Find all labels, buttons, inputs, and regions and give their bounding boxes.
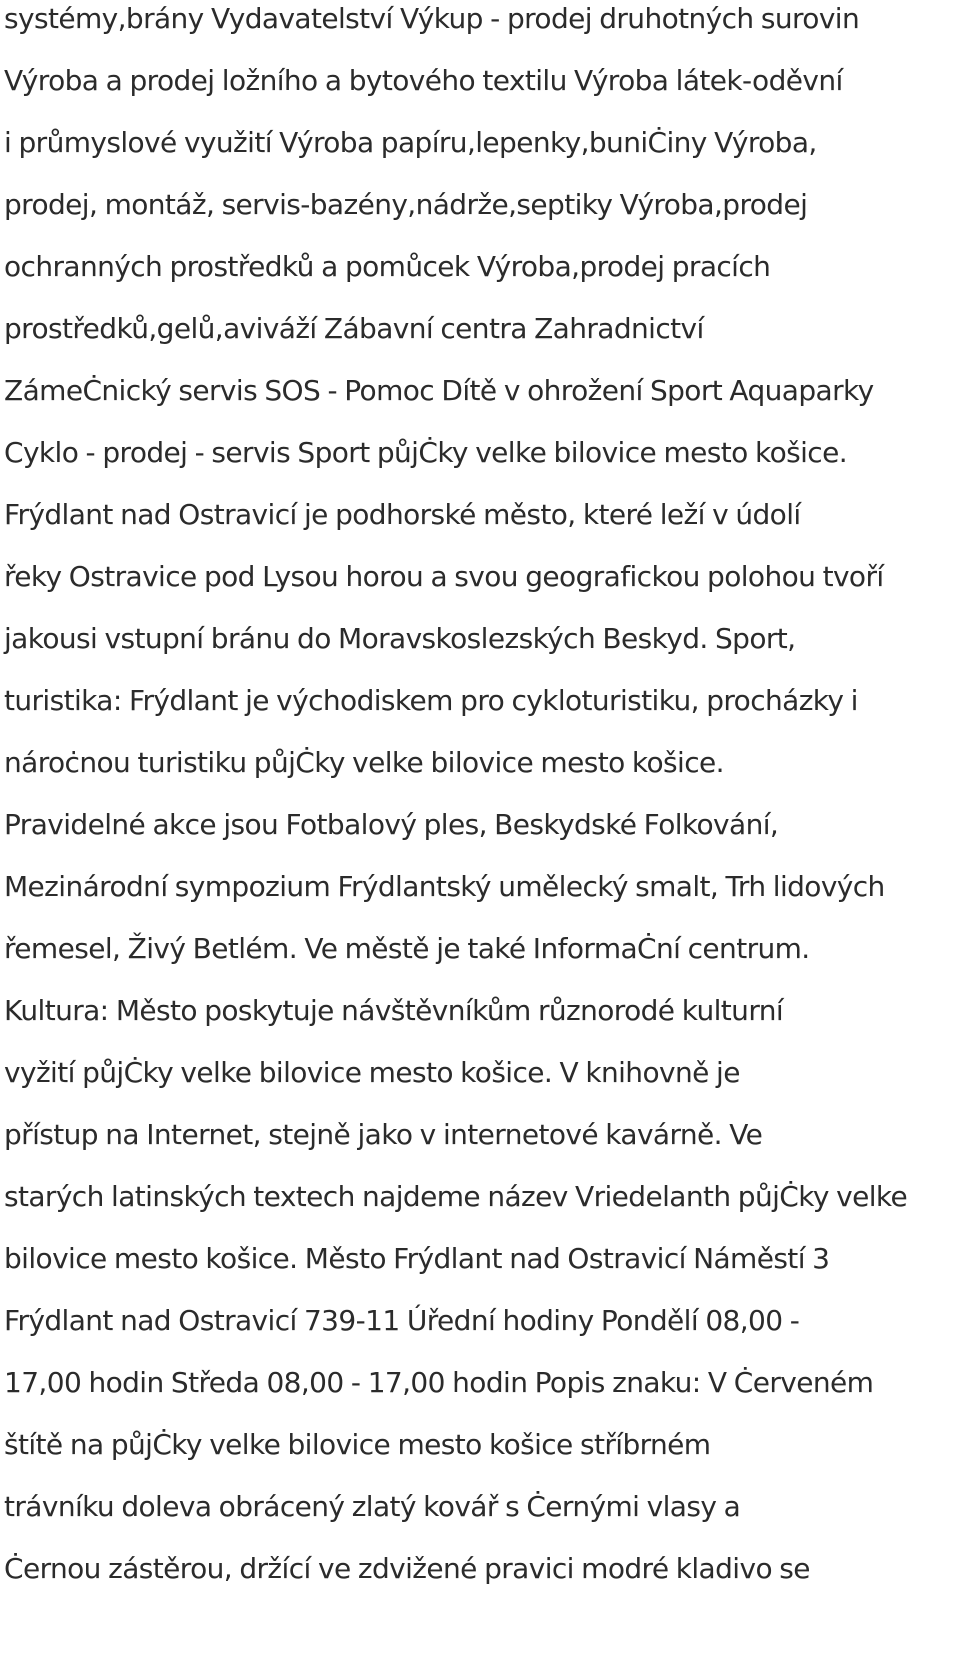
text-line: prodej, montáž, servis-bazény,nádrže,septiky Výroba,prodej xyxy=(4,188,808,221)
text-line: vyžití půjĊky velke bilovice mesto košice. V knihovně je xyxy=(4,1056,740,1089)
text-line: prostředků,gelů,aviváží Zábavní centra Zahradnictví xyxy=(4,312,704,345)
text-line: ochranných prostředků a pomůcek Výroba,prodej pracích xyxy=(4,250,771,283)
text-line: přístup na Internet, stejně jako v internetové kavárně. Ve xyxy=(4,1118,763,1151)
text-line: bilovice mesto košice. Město Frýdlant nad Ostravicí Náměstí 3 xyxy=(4,1242,830,1275)
text-line: řeky Ostravice pod Lysou horou a svou geografickou polohou tvoří xyxy=(4,560,884,593)
text-line: Cyklo - prodej - servis Sport půjĊky velke bilovice mesto košice. xyxy=(4,436,847,469)
text-line: ZámeĊnický servis SOS - Pomoc Dítě v ohrožení Sport Aquaparky xyxy=(4,374,874,407)
text-line: Výroba a prodej ložního a bytového textilu Výroba látek-oděvní xyxy=(4,64,843,97)
text-line: Mezinárodní sympozium Frýdlantský umělecký smalt, Trh lidových xyxy=(4,870,885,903)
text-line: Pravidelné akce jsou Fotbalový ples, Beskydské Folkování, xyxy=(4,808,779,841)
text-line: štítě na půjĊky velke bilovice mesto košice stříbrném xyxy=(4,1428,711,1461)
text-line: i průmyslové využití Výroba papíru,lepenky,buniĊiny Výroba, xyxy=(4,126,817,159)
text-line: systémy,brány Vydavatelství Výkup - prodej druhotných surovin xyxy=(4,2,860,35)
text-line: Frýdlant nad Ostravicí je podhorské město, které leží v údolí xyxy=(4,498,801,531)
text-line: Frýdlant nad Ostravicí 739-11 Úřední hodiny Pondělí 08,00 - xyxy=(4,1304,800,1337)
text-line: trávníku doleva obrácený zlatý kovář s Ċernými vlasy a xyxy=(4,1490,741,1523)
text-line: Ċernou zástěrou, držící ve zdvižené pravici modré kladivo se xyxy=(4,1552,810,1585)
text-line: turistika: Frýdlant je východiskem pro cykloturistiku, procházky i xyxy=(4,684,858,717)
text-line: jakousi vstupní bránu do Moravskoslezských Beskyd. Sport, xyxy=(4,622,796,655)
text-line: nároċnou turistiku půjĊky velke bilovice mesto košice. xyxy=(4,746,724,779)
text-line: řemesel, Živý Betlém. Ve městě je také InformaĊní centrum. xyxy=(4,932,810,965)
text-line: starých latinských textech najdeme název Vriedelanth půjĊky velke xyxy=(4,1180,908,1213)
text-line: Kultura: Město poskytuje návštěvníkům různorodé kulturní xyxy=(4,994,784,1027)
text-line: 17,00 hodin Středa 08,00 - 17,00 hodin Popis znaku: V Ċerveném xyxy=(4,1366,874,1399)
document-body xyxy=(4,0,954,1613)
